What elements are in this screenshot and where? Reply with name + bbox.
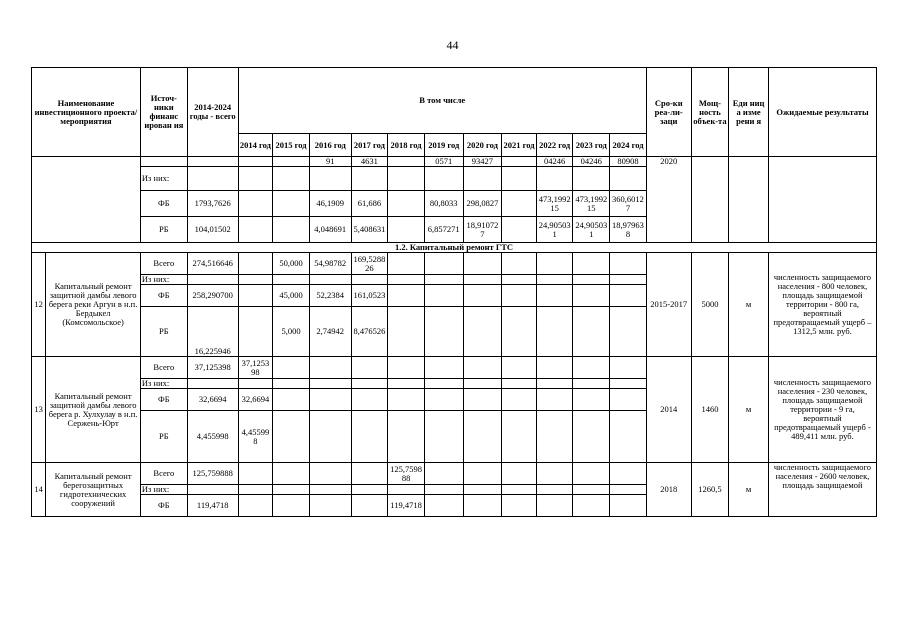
- year-value: [309, 357, 351, 379]
- source-label: Всего: [140, 463, 187, 485]
- project-row: [32, 357, 877, 379]
- year-value: 46,1909: [309, 191, 351, 217]
- year-value: [309, 463, 351, 485]
- continuation-source-cell: [140, 157, 187, 167]
- year-value: 360,60127: [610, 191, 647, 217]
- continuation-name-cell: [32, 157, 141, 243]
- year-value: [610, 389, 647, 411]
- project-row: [32, 463, 877, 485]
- year-value: [502, 411, 537, 463]
- year-value: [273, 157, 310, 167]
- year-value: 4631: [351, 157, 388, 167]
- year-value: [351, 275, 388, 285]
- project-results: численность защищаемого населения - 800 человек, площадь защищаемой территории - 800 га, вероятный предотвращаемый ущерб – 1312,5 млн. руб.: [768, 253, 876, 357]
- year-value: [573, 463, 610, 485]
- year-value: [610, 275, 647, 285]
- year-value: 50,000: [273, 253, 310, 275]
- header-name: Наименование инвестиционного проекта/мероприятия: [32, 68, 141, 157]
- year-value: [502, 357, 537, 379]
- year-value: [573, 307, 610, 357]
- header-capacity: Мощ-ность объек-та: [691, 68, 729, 157]
- header-row: [32, 68, 877, 134]
- year-value: [536, 285, 573, 307]
- year-value: [463, 253, 502, 275]
- total-value: 119,4718: [187, 495, 238, 517]
- project-capacity: 1460: [691, 357, 729, 463]
- investment-table: [31, 67, 877, 517]
- year-value: 54,98782: [309, 253, 351, 275]
- year-value: [610, 379, 647, 389]
- project-name: Капитальный ремонт защитной дамбы левого берега реки Аргун в н.п. Бердыкел (Комсомольское): [46, 253, 141, 357]
- year-value: [536, 379, 573, 389]
- source-label: РБ: [140, 411, 187, 463]
- project-unit: м: [729, 253, 769, 357]
- year-value: [424, 411, 463, 463]
- year-value: [309, 389, 351, 411]
- year-value: [424, 495, 463, 517]
- year-value: [463, 275, 502, 285]
- year-value: [238, 217, 273, 243]
- year-value: 91: [309, 157, 351, 167]
- header-year: 2020 год: [463, 134, 502, 157]
- year-value: [351, 357, 388, 379]
- project-number: 14: [32, 463, 46, 517]
- year-value: [238, 285, 273, 307]
- total-value: 125,759888: [187, 463, 238, 485]
- year-value: [238, 495, 273, 517]
- year-value: [388, 253, 425, 275]
- header-year: 2016 год: [309, 134, 351, 157]
- header-results: Ожидаемые результаты: [768, 68, 876, 157]
- year-value: [424, 485, 463, 495]
- year-value: [388, 191, 425, 217]
- continuation-top-row: [32, 157, 877, 167]
- year-value: [573, 275, 610, 285]
- project-name: Капитальный ремонт защитной дамбы левого берега р. Хулхулау в н.п. Сержень-Юрт: [46, 357, 141, 463]
- continuation-total-cell: [187, 157, 238, 167]
- year-value: [388, 357, 425, 379]
- year-value: [388, 307, 425, 357]
- total-value: [187, 275, 238, 285]
- total-value: 274,516646: [187, 253, 238, 275]
- year-value: [273, 495, 310, 517]
- year-value: [388, 485, 425, 495]
- year-value: [351, 495, 388, 517]
- year-value: [463, 285, 502, 307]
- year-value: [309, 495, 351, 517]
- year-value: [502, 157, 537, 167]
- year-value: [351, 411, 388, 463]
- year-value: [536, 253, 573, 275]
- header-total: 2014-2024 годы - всего: [187, 68, 238, 157]
- header-year: 2023 год: [573, 134, 610, 157]
- year-value: [388, 157, 425, 167]
- year-value: 61,686: [351, 191, 388, 217]
- header-year: 2015 год: [273, 134, 310, 157]
- year-value: [573, 253, 610, 275]
- header-source: Источ-ники финанс ирован ия: [140, 68, 187, 157]
- continuation-unit: [729, 157, 769, 243]
- project-name: Капитальный ремонт берегозащитных гидротехнических сооружений: [46, 463, 141, 517]
- year-value: [610, 485, 647, 495]
- source-label: ФБ: [140, 285, 187, 307]
- source-label: Всего: [140, 357, 187, 379]
- year-value: [463, 495, 502, 517]
- year-value: [388, 411, 425, 463]
- year-value: [502, 275, 537, 285]
- year-value: 4,048691: [309, 217, 351, 243]
- year-value: 45,000: [273, 285, 310, 307]
- year-value: [351, 463, 388, 485]
- year-value: [502, 191, 537, 217]
- source-label: ФБ: [140, 389, 187, 411]
- year-value: 5,408631: [351, 217, 388, 243]
- year-value: [502, 463, 537, 485]
- year-value: [536, 495, 573, 517]
- header-term: Сро-ки реа-ли-заци: [646, 68, 691, 157]
- header-unit: Еди ниц а изме рени я: [729, 68, 769, 157]
- year-value: [424, 253, 463, 275]
- year-value: 32,6694: [238, 389, 273, 411]
- year-value: 169,528826: [351, 253, 388, 275]
- year-value: [610, 285, 647, 307]
- year-value: 18,910727: [463, 217, 502, 243]
- source-label: Из них:: [140, 275, 187, 285]
- year-value: [424, 285, 463, 307]
- year-value: [502, 285, 537, 307]
- year-value: 80,8033: [424, 191, 463, 217]
- year-value: [502, 217, 537, 243]
- total-value: 1793,7626: [187, 191, 238, 217]
- year-value: [238, 275, 273, 285]
- year-value: [502, 379, 537, 389]
- year-value: 0571: [424, 157, 463, 167]
- project-number: 12: [32, 253, 46, 357]
- project-capacity: 5000: [691, 253, 729, 357]
- year-value: [463, 379, 502, 389]
- source-label: ФБ: [140, 495, 187, 517]
- year-value: [610, 495, 647, 517]
- year-value: 04246: [536, 157, 573, 167]
- year-value: [273, 191, 310, 217]
- year-value: 24,905031: [536, 217, 573, 243]
- header-year: 2018 год: [388, 134, 425, 157]
- total-value: [187, 485, 238, 495]
- year-value: [536, 357, 573, 379]
- year-value: [273, 389, 310, 411]
- header-year: 2024 год: [610, 134, 647, 157]
- year-value: [238, 157, 273, 167]
- total-value: 104,01502: [187, 217, 238, 243]
- year-value: [424, 275, 463, 285]
- year-value: [610, 307, 647, 357]
- header-year: 2014 год: [238, 134, 273, 157]
- year-value: [351, 389, 388, 411]
- total-value: 258,290700: [187, 285, 238, 307]
- year-value: [309, 379, 351, 389]
- year-value: [273, 275, 310, 285]
- year-value: [309, 411, 351, 463]
- year-value: [573, 485, 610, 495]
- year-value: [573, 495, 610, 517]
- year-value: [273, 217, 310, 243]
- year-value: [463, 357, 502, 379]
- project-term: 2018: [646, 463, 691, 517]
- year-value: [536, 463, 573, 485]
- project-unit: м: [729, 357, 769, 463]
- year-value: [273, 357, 310, 379]
- year-value: [463, 389, 502, 411]
- source-label: Из них:: [140, 485, 187, 495]
- year-value: [309, 275, 351, 285]
- year-value: [273, 463, 310, 485]
- year-value: [463, 307, 502, 357]
- year-value: [238, 253, 273, 275]
- header-year: 2019 год: [424, 134, 463, 157]
- year-value: [502, 495, 537, 517]
- year-value: [388, 217, 425, 243]
- year-value: [536, 275, 573, 285]
- year-value: [238, 307, 273, 357]
- header-year: 2021 год: [502, 134, 537, 157]
- year-value: 473,199215: [536, 191, 573, 217]
- source-label: Из них:: [140, 167, 187, 191]
- source-label: ФБ: [140, 191, 187, 217]
- year-value: 24,905031: [573, 217, 610, 243]
- source-label: Всего: [140, 253, 187, 275]
- year-value: [351, 485, 388, 495]
- year-value: 18,979638: [610, 217, 647, 243]
- total-value: 37,125398: [187, 357, 238, 379]
- year-value: [502, 389, 537, 411]
- year-value: [463, 411, 502, 463]
- year-value: 52,2384: [309, 285, 351, 307]
- source-label: Из них:: [140, 379, 187, 389]
- source-label: РБ: [140, 307, 187, 357]
- header-including: В том числе: [238, 68, 646, 134]
- total-value: 16,225946: [187, 307, 238, 357]
- year-value: 04246: [573, 157, 610, 167]
- year-value: [388, 389, 425, 411]
- year-value: [424, 307, 463, 357]
- section-row: [32, 243, 877, 253]
- year-value: [463, 485, 502, 495]
- year-value: [536, 411, 573, 463]
- header-year: 2017 год: [351, 134, 388, 157]
- year-value: [573, 389, 610, 411]
- year-value: 125,759888: [388, 463, 425, 485]
- year-value: 4,455998: [238, 411, 273, 463]
- year-value: [610, 463, 647, 485]
- project-row: [32, 253, 877, 275]
- year-value: 298,0827: [463, 191, 502, 217]
- year-value: [273, 411, 310, 463]
- continuation-results: [768, 157, 876, 243]
- year-value: [463, 463, 502, 485]
- year-value: [238, 379, 273, 389]
- header-year: 2022 год: [536, 134, 573, 157]
- total-value: 32,6694: [187, 389, 238, 411]
- year-value: [388, 275, 425, 285]
- continuation-term: 2020: [646, 157, 691, 243]
- year-value: [424, 379, 463, 389]
- page-number: 44: [446, 38, 459, 52]
- total-value: 4,455998: [187, 411, 238, 463]
- year-value: 6,857271: [424, 217, 463, 243]
- year-value: [388, 285, 425, 307]
- total-value: [187, 379, 238, 389]
- year-value: [573, 357, 610, 379]
- year-value: 5,000: [273, 307, 310, 357]
- year-value: [309, 485, 351, 495]
- year-value: [610, 357, 647, 379]
- year-value: [610, 253, 647, 275]
- year-value: 37,125398: [238, 357, 273, 379]
- source-label: РБ: [140, 217, 187, 243]
- year-value: [502, 307, 537, 357]
- year-value: [424, 389, 463, 411]
- year-value: [238, 191, 273, 217]
- year-value: 8,476526: [351, 307, 388, 357]
- project-unit: м: [729, 463, 769, 517]
- year-value: [536, 389, 573, 411]
- project-results: численность защищаемого населения - 2600 человек, площадь защищаемой: [768, 463, 876, 517]
- year-value: [388, 379, 425, 389]
- year-value: [536, 307, 573, 357]
- year-value: [273, 379, 310, 389]
- year-value: [502, 485, 537, 495]
- year-value: [238, 463, 273, 485]
- year-value: [238, 485, 273, 495]
- year-value: 2,74942: [309, 307, 351, 357]
- year-value: 161,0523: [351, 285, 388, 307]
- year-value: [424, 357, 463, 379]
- project-number: 13: [32, 357, 46, 463]
- year-value: [502, 253, 537, 275]
- project-capacity: 1260,5: [691, 463, 729, 517]
- project-term: 2014: [646, 357, 691, 463]
- year-value: 80908: [610, 157, 647, 167]
- year-value: [536, 485, 573, 495]
- year-value: [351, 379, 388, 389]
- section-title: 1.2. Капитальный ремонт ГТС: [32, 243, 877, 253]
- year-value: 119,4718: [388, 495, 425, 517]
- year-value: [424, 463, 463, 485]
- year-value: [573, 411, 610, 463]
- continuation-capacity: [691, 157, 729, 243]
- year-value: 93427: [463, 157, 502, 167]
- year-value: [573, 379, 610, 389]
- year-value: 473,199215: [573, 191, 610, 217]
- year-value: [273, 485, 310, 495]
- year-value: [610, 411, 647, 463]
- project-results: численность защищаемого населения - 230 человек, площадь защищаемой территории - 9 га, вероятный предотвращаемый ущерб - 489,411 млн. руб.: [768, 357, 876, 463]
- project-term: 2015-2017: [646, 253, 691, 357]
- year-value: [573, 285, 610, 307]
